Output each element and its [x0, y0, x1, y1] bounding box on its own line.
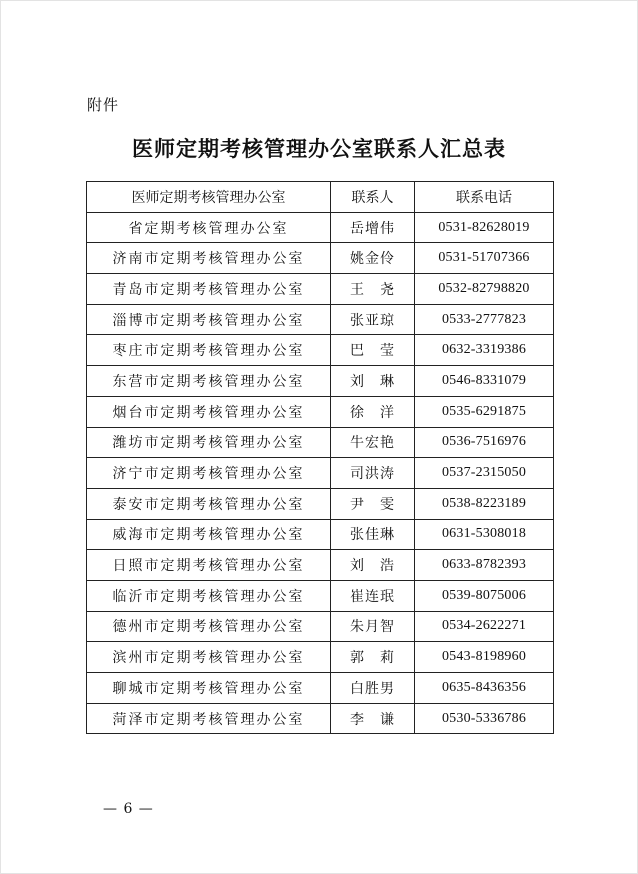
table-row — [87, 642, 554, 673]
table-row — [87, 488, 554, 519]
phone-cell: 0546-8331079 — [415, 366, 554, 397]
phone-cell: 0532-82798820 — [415, 274, 554, 305]
contact-cell: 巴 莹 — [331, 335, 415, 366]
office-cell: 德州市定期考核管理办公室 — [87, 611, 331, 642]
table-row — [87, 366, 554, 397]
phone-cell: 0538-8223189 — [415, 488, 554, 519]
phone-cell: 0632-3319386 — [415, 335, 554, 366]
table-row — [87, 519, 554, 550]
contact-cell: 王 尧 — [331, 274, 415, 305]
office-cell: 淄博市定期考核管理办公室 — [87, 304, 331, 335]
table-row — [87, 274, 554, 305]
office-cell: 枣庄市定期考核管理办公室 — [87, 335, 331, 366]
phone-cell: 0543-8198960 — [415, 642, 554, 673]
table-row — [87, 396, 554, 427]
office-cell: 滨州市定期考核管理办公室 — [87, 642, 331, 673]
table-row — [87, 673, 554, 704]
attachment-label: 附件 — [87, 96, 120, 114]
contacts-table — [86, 181, 554, 734]
contact-cell: 崔连珉 — [331, 580, 415, 611]
table-row — [87, 304, 554, 335]
column-header-phone: 联系电话 — [415, 182, 554, 213]
phone-cell: 0635-8436356 — [415, 673, 554, 704]
page-number: — 6 — — [103, 801, 154, 817]
table-row — [87, 243, 554, 274]
table-row — [87, 611, 554, 642]
contact-cell: 刘 琳 — [331, 366, 415, 397]
table-row — [87, 580, 554, 611]
contact-cell: 白胜男 — [331, 673, 415, 704]
office-cell: 威海市定期考核管理办公室 — [87, 519, 331, 550]
contact-cell: 司洪涛 — [331, 458, 415, 489]
office-cell: 济宁市定期考核管理办公室 — [87, 458, 331, 489]
phone-cell: 0536-7516976 — [415, 427, 554, 458]
phone-cell: 0535-6291875 — [415, 396, 554, 427]
phone-cell: 0631-5308018 — [415, 519, 554, 550]
column-header-contact: 联系人 — [331, 182, 415, 213]
contact-cell: 尹 雯 — [331, 488, 415, 519]
contact-cell: 朱月智 — [331, 611, 415, 642]
contact-cell: 徐 洋 — [331, 396, 415, 427]
contact-cell: 郭 莉 — [331, 642, 415, 673]
office-cell: 聊城市定期考核管理办公室 — [87, 673, 331, 704]
table-body — [87, 212, 554, 734]
phone-cell: 0537-2315050 — [415, 458, 554, 489]
table-row — [87, 212, 554, 243]
phone-cell: 0533-2777823 — [415, 304, 554, 335]
office-cell: 烟台市定期考核管理办公室 — [87, 396, 331, 427]
office-cell: 潍坊市定期考核管理办公室 — [87, 427, 331, 458]
contact-cell: 岳增伟 — [331, 212, 415, 243]
office-cell: 临沂市定期考核管理办公室 — [87, 580, 331, 611]
contact-cell: 张亚琼 — [331, 304, 415, 335]
table-row — [87, 550, 554, 581]
document-title: 医师定期考核管理办公室联系人汇总表 — [132, 136, 506, 161]
phone-cell: 0531-82628019 — [415, 212, 554, 243]
office-cell: 东营市定期考核管理办公室 — [87, 366, 331, 397]
table-row — [87, 427, 554, 458]
contact-cell: 李 谦 — [331, 703, 415, 734]
contact-cell: 刘 浩 — [331, 550, 415, 581]
office-cell: 菏泽市定期考核管理办公室 — [87, 703, 331, 734]
phone-cell: 0539-8075006 — [415, 580, 554, 611]
phone-cell: 0531-51707366 — [415, 243, 554, 274]
column-header-office: 医师定期考核管理办公室 — [87, 182, 331, 213]
office-cell: 省定期考核管理办公室 — [87, 212, 331, 243]
table-row — [87, 335, 554, 366]
table-header-row — [87, 182, 554, 213]
contact-cell: 张佳琳 — [331, 519, 415, 550]
phone-cell: 0534-2622271 — [415, 611, 554, 642]
office-cell: 济南市定期考核管理办公室 — [87, 243, 331, 274]
table-row — [87, 703, 554, 734]
contact-cell: 牛宏艳 — [331, 427, 415, 458]
office-cell: 青岛市定期考核管理办公室 — [87, 274, 331, 305]
contact-cell: 姚金伶 — [331, 243, 415, 274]
table-row — [87, 458, 554, 489]
phone-cell: 0633-8782393 — [415, 550, 554, 581]
office-cell: 泰安市定期考核管理办公室 — [87, 488, 331, 519]
phone-cell: 0530-5336786 — [415, 703, 554, 734]
office-cell: 日照市定期考核管理办公室 — [87, 550, 331, 581]
